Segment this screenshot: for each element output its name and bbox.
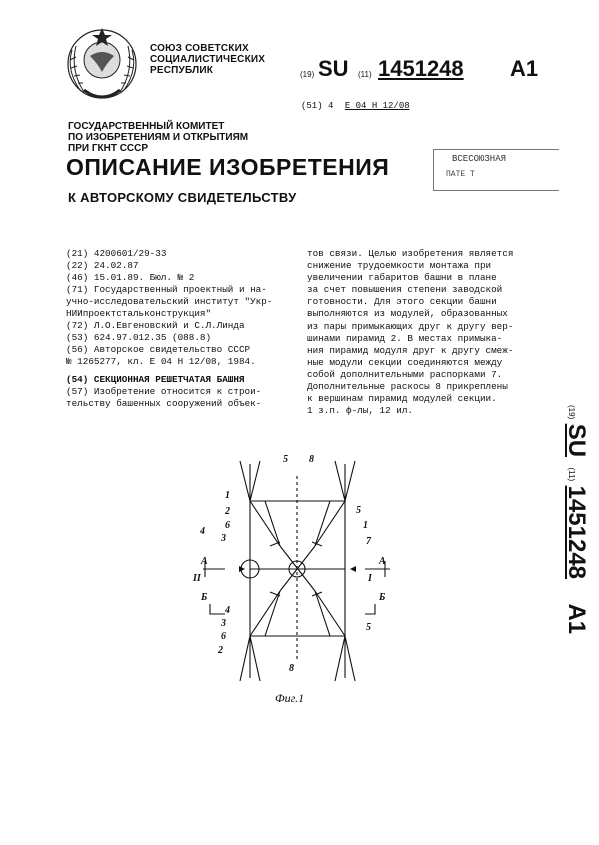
abstract-line: собой дополнительными распорками 7. bbox=[307, 368, 503, 380]
country-name bbox=[150, 43, 265, 76]
abstract-line: тов связи. Целью изобретения является bbox=[307, 248, 514, 259]
biblio-line: (46) 15.01.89. Бюл. № 2 bbox=[66, 272, 195, 283]
abstract-line: шинами пирамид 2. В местах примыка- bbox=[307, 332, 503, 344]
abstract-line: 1 з.п. ф-лы, 12 ил. bbox=[307, 405, 414, 417]
bibliographic-data bbox=[66, 248, 296, 410]
org-line: СОЮЗ СОВЕТСКИХ bbox=[150, 43, 249, 54]
view-label: I bbox=[368, 573, 372, 584]
ipc-classification bbox=[301, 101, 410, 111]
ipc-code-label: (51) 4 bbox=[301, 101, 334, 111]
section-label: A bbox=[201, 556, 208, 567]
abstract-line: готовности. Для этого секции башни bbox=[307, 296, 497, 308]
figure-label: 2 bbox=[218, 645, 223, 656]
abstract-line: к вершинам пирамид модулей секции. bbox=[307, 393, 497, 405]
section-label: A bbox=[379, 556, 386, 567]
invention-title: (54) СЕКЦИОННАЯ РЕШЕТЧАТАЯ БАШНЯ bbox=[66, 374, 245, 385]
vertical-patent-number-text: 1451248 bbox=[563, 485, 590, 580]
abstract-line: ные модули секции соединяются между bbox=[307, 356, 503, 368]
figure-label: 1 bbox=[225, 490, 230, 501]
biblio-line: учно-исследовательский институт "Укр- bbox=[66, 296, 273, 307]
biblio-line: (57) Изобретение относится к строи- bbox=[66, 386, 262, 397]
figure-label: 4 bbox=[225, 605, 230, 616]
vertical-patent-number bbox=[532, 405, 592, 695]
figure-label: 4 bbox=[200, 526, 205, 537]
abstract bbox=[307, 248, 539, 417]
figure-label: 3 bbox=[221, 533, 226, 544]
biblio-line: (71) Государственный проектный и на- bbox=[66, 284, 267, 295]
figure-label: 5 bbox=[356, 505, 361, 516]
biblio-line: (56) Авторское свидетельство СССР bbox=[66, 344, 251, 355]
ussr-emblem bbox=[62, 20, 142, 106]
document-title: ОПИСАНИЕ ИЗОБРЕТЕНИЯ bbox=[66, 154, 390, 180]
ipc-value: E 04 H 12/08 bbox=[344, 101, 410, 111]
org-line: СОЦИАЛИСТИЧЕСКИХ bbox=[150, 54, 266, 65]
figure-label: 5 bbox=[283, 454, 288, 465]
figure-label: 6 bbox=[221, 631, 226, 642]
figure-label: 8 bbox=[289, 663, 294, 674]
country-code-label: (19) bbox=[300, 70, 315, 79]
abstract-line: ния пирамид модуля друг к другу смеж- bbox=[307, 344, 514, 356]
stamp-line: ПАТЕ Т bbox=[446, 170, 475, 179]
biblio-line: (72) Л.О.Евгеновский и С.Л.Линда bbox=[66, 320, 245, 331]
abstract-line: за счет повышения степени заводской bbox=[307, 284, 503, 296]
figure-label: 2 bbox=[225, 506, 230, 517]
vertical-country-code: SU bbox=[563, 423, 590, 458]
figure-label: 6 bbox=[225, 520, 230, 531]
committee-line: ГОСУДАРСТВЕННЫЙ КОМИТЕТ bbox=[68, 121, 225, 132]
biblio-line: № 1265277, кл. E 04 H 12/08, 1984. bbox=[66, 356, 256, 367]
vertical-number-code-label: (11) bbox=[567, 467, 576, 482]
view-label: II bbox=[193, 573, 201, 584]
figure-label: 7 bbox=[366, 536, 371, 547]
committee bbox=[68, 121, 248, 154]
figure-label: 3 bbox=[221, 618, 226, 629]
committee-line: ПРИ ГКНТ СССР bbox=[68, 143, 149, 154]
biblio-line: (53) 624.97.012.35 (088.8) bbox=[66, 332, 212, 343]
figure-label: 5 bbox=[366, 622, 371, 633]
section-label: Б bbox=[201, 592, 208, 603]
abstract-line: Дополнительные раскосы 8 прикреплены bbox=[307, 381, 508, 393]
section-label: Б bbox=[379, 592, 386, 603]
country-code: SU bbox=[318, 56, 349, 81]
figure-label: 1 bbox=[363, 520, 368, 531]
biblio-line: (21) 4200601/29-33 bbox=[66, 248, 167, 259]
abstract-line: выполняются из модулей, образованных bbox=[307, 308, 508, 320]
abstract-line: из пары примыкающих друг к другу вер- bbox=[307, 320, 514, 332]
org-line: РЕСПУБЛИК bbox=[150, 65, 214, 76]
kind-code: A1 bbox=[510, 56, 539, 81]
abstract-line: увеличении габаритов башни в плане bbox=[307, 272, 497, 284]
committee-line: ПО ИЗОБРЕТЕНИЯМ И ОТКРЫТИЯМ bbox=[68, 132, 249, 143]
figure-caption: Фиг.1 bbox=[275, 691, 305, 705]
abstract-line: снижение трудоемкости монтажа при bbox=[307, 260, 492, 272]
stamp-line: ВСЕСОЮЗНАЯ bbox=[452, 154, 507, 164]
number-code-label: (11) bbox=[358, 70, 372, 79]
patent-number: 1451248 bbox=[378, 56, 464, 81]
vertical-kind-code: A1 bbox=[563, 603, 590, 635]
document-subtitle: К АВТОРСКОМУ СВИДЕТЕЛЬСТВУ bbox=[68, 190, 297, 205]
biblio-line: тельству башенных сооружений объек- bbox=[66, 398, 262, 409]
library-stamp bbox=[433, 149, 559, 191]
figure-label: 8 bbox=[309, 454, 314, 465]
biblio-line: НИИпроектстальконструкция" bbox=[66, 308, 212, 319]
biblio-line: (22) 24.02.87 bbox=[66, 260, 139, 271]
vertical-country-code-label: (19) bbox=[567, 405, 576, 420]
